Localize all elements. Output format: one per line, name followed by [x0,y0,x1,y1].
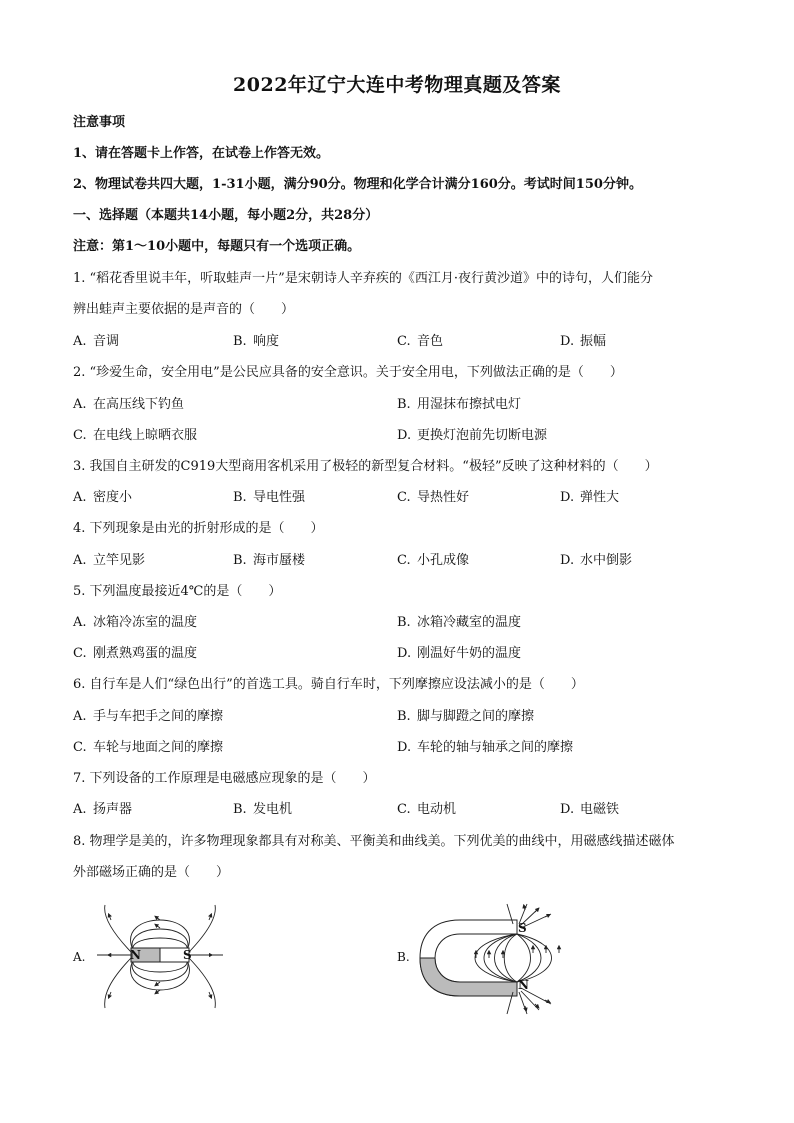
option-d: D. 刚温好牛奶的温度 [397,646,522,661]
option-c: C. 电动机 [397,802,457,817]
question-stem: 4. 下列现象是由光的折射形成的是（ ） [73,521,324,536]
section-heading: 一、选择题（本题共14小题，每小题2分，共28分） [73,208,379,223]
horseshoe-magnet-figure [415,898,575,1020]
option-b: B. 冰箱冷藏室的温度 [397,615,522,630]
pole-n-label: N [130,948,141,962]
question-stem: 外部磁场正确的是（ ） [73,865,230,880]
option-d: D. 车轮的轴与轴承之间的摩擦 [397,740,574,755]
option-c: C. 刚煮熟鸡蛋的温度 [73,646,198,661]
option-d: D. 更换灯泡前先切断电源 [397,428,548,443]
option-d: D. 水中倒影 [560,553,633,568]
option-c: C. 车轮与地面之间的摩擦 [73,740,224,755]
option-a: A. 密度小 [73,490,133,505]
notice-item: 2、物理试卷共四大题，1-31小题，满分90分。物理和化学合计满分160分。考试时间150分钟。 [73,177,642,192]
option-b: B. 发电机 [233,802,293,817]
question-stem: 6. 自行车是人们“绿色出行”的首选工具。骑自行车时，下列摩擦应设法减小的是（ ） [73,677,584,692]
pole-n-label: N [518,978,529,992]
question-stem: 1. “稻花香里说丰年，听取蛙声一片”是宋朝诗人辛弃疾的《西江月·夜行黄沙道》中的诗句，人们能分 [73,271,653,286]
question-stem: 7. 下列设备的工作原理是电磁感应现象的是（ ） [73,771,376,786]
option-d: D. 电磁铁 [560,802,620,817]
option-b: B. 海市蜃楼 [233,553,306,568]
option-a: A. 冰箱冷冻室的温度 [73,615,198,630]
notice-item: 1、请在答题卡上作答，在试卷上作答无效。 [73,146,330,161]
option-c: C. 导热性好 [397,490,470,505]
option-a: A. 扬声器 [73,802,133,817]
option-b: B. 用湿抹布擦拭电灯 [397,397,522,412]
pole-s-label: S [518,921,527,935]
question-stem: 5. 下列温度最接近4℃的是（ ） [73,584,282,599]
question-stem: 辨出蛙声主要依据的是声音的（ ） [73,302,295,317]
page-title: 2022年辽宁大连中考物理真题及答案 [233,74,561,96]
figure-a-label: A. [73,950,86,964]
option-a: A. 在高压线下钓鱼 [73,397,185,412]
option-b: B. 导电性强 [233,490,306,505]
option-b: B. 脚与脚蹬之间的摩擦 [397,709,535,724]
figure-b-label: B. [397,950,410,964]
question-stem: 8. 物理学是美的，许多物理现象都具有对称美、平衡美和曲线美。下列优美的曲线中，用磁感线描述磁体 [73,834,675,849]
option-c: C. 音色 [397,334,444,349]
option-a: A. 手与车把手之间的摩擦 [73,709,224,724]
option-d: D. 弹性大 [560,490,620,505]
option-a: A. 立竿见影 [73,553,146,568]
pole-s-label: S [183,948,192,962]
section-note: 注意：第1～10小题中，每题只有一个选项正确。 [73,239,361,254]
bar-magnet-figure [95,900,225,1015]
option-d: D. 振幅 [560,334,607,349]
question-stem: 3. 我国自主研发的C919大型商用客机采用了极轻的新型复合材料。“极轻”反映了这种材料的（ ） [73,459,658,474]
option-b: B. 响度 [233,334,280,349]
option-a: A. 音调 [73,334,120,349]
question-stem: 2. “珍爱生命，安全用电”是公民应具备的安全意识。关于安全用电，下列做法正确的是（ ） [73,365,623,380]
option-c: C. 小孔成像 [397,553,470,568]
notice-heading: 注意事项 [73,115,126,130]
option-c: C. 在电线上晾晒衣服 [73,428,198,443]
